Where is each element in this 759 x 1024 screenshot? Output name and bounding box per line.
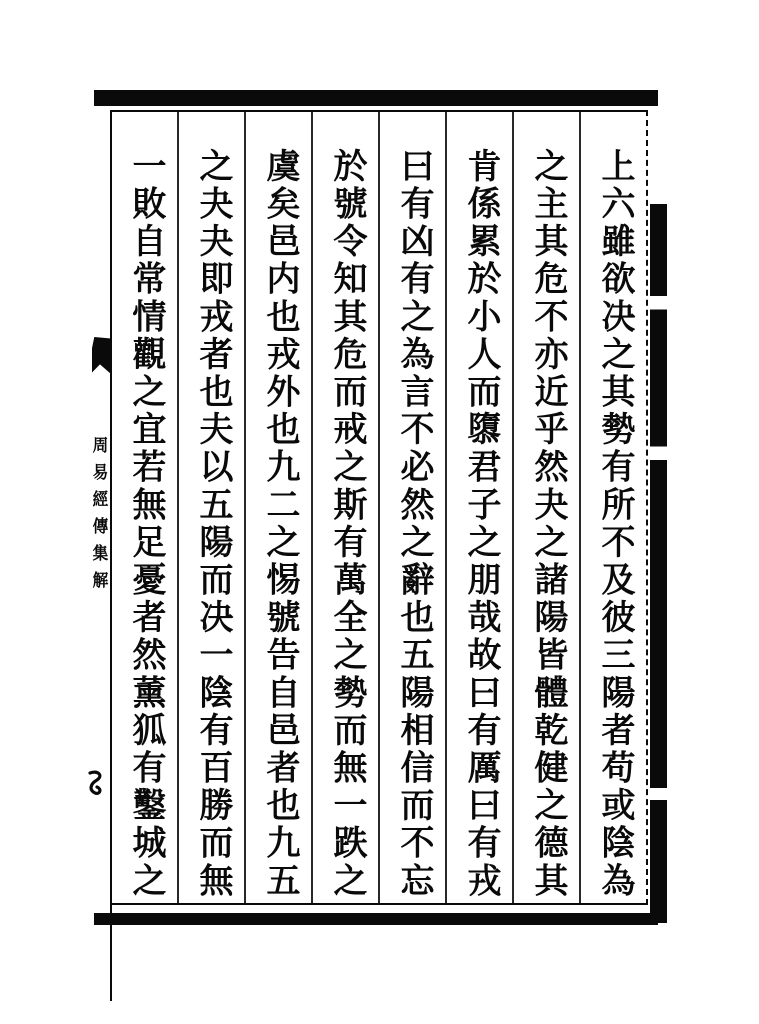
text-column-7: 之夬夬即戎者也夫以五陽而决一陰有百勝而無 <box>179 112 246 903</box>
text-column-4: 曰有凶有之為言不必然之辭也五陽相信而不忘 <box>380 112 447 903</box>
bottom-border-bar <box>94 913 658 925</box>
spine-title: 周易經傳集解 <box>88 436 108 598</box>
text-column-6: 虞矣邑内也戎外也九二之惕號告自邑者也九五 <box>246 112 313 903</box>
text-column-8: 一敗自常情觀之宜若無足憂者然薰狐有鑿城之 <box>112 112 179 903</box>
text-column-2: 之主其危不亦近乎然夬之諸陽皆體乾健之德其 <box>514 112 581 903</box>
text-frame <box>110 110 648 905</box>
handwritten-mark-icon <box>86 770 106 796</box>
top-border-bar <box>94 90 658 106</box>
fishtail-mark-icon <box>92 337 111 374</box>
right-border-bar <box>650 204 667 923</box>
text-column-5: 於號令知其危而戒之斯有萬全之勢而無一跌之 <box>313 112 380 903</box>
text-column-3: 肯係累於小人而隳君子之朋哉故曰有厲曰有戎 <box>447 112 514 903</box>
text-column-1: 上六雖欲决之其勢有所不及彼三陽者苟或陰為 <box>595 148 635 900</box>
spine-folding-column <box>86 110 110 1000</box>
